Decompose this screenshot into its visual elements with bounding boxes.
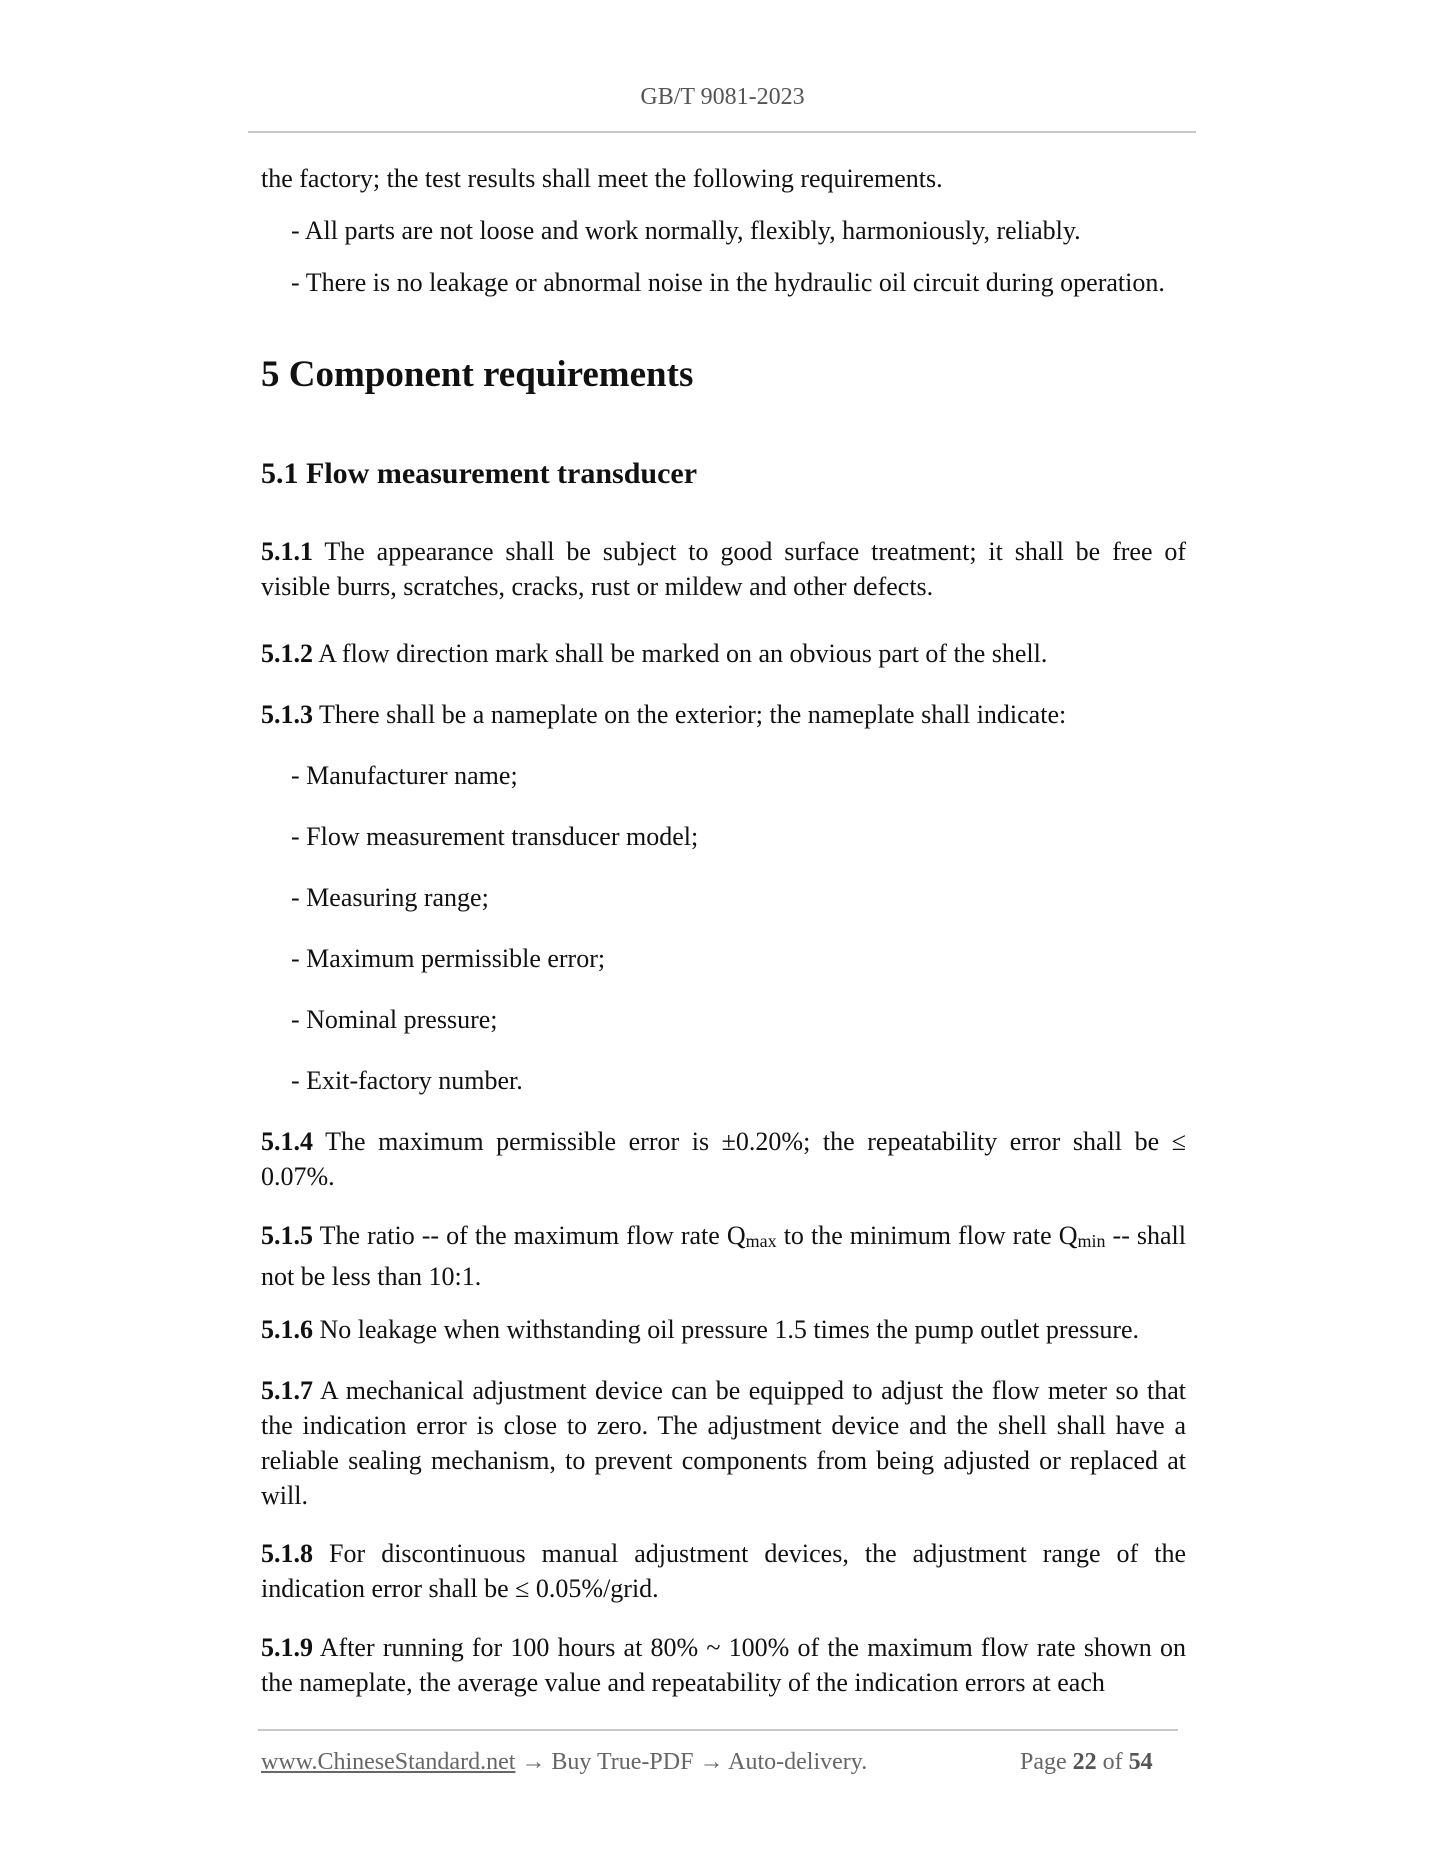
page-label: Page xyxy=(1020,1749,1067,1775)
page-body xyxy=(261,0,1186,1720)
arrow-icon: → xyxy=(699,1749,724,1775)
clause-number: 5.1.3 xyxy=(261,700,313,729)
clause-text: A flow direction mark shall be marked on an obvious part of the shell. xyxy=(318,639,1048,668)
clause-text-part: to the minimum flow rate Q xyxy=(776,1221,1078,1250)
clause-text: There shall be a nameplate on the exterior; the nameplate shall indicate: xyxy=(319,700,1067,729)
section-heading: 5 Component requirements xyxy=(261,354,694,395)
nameplate-item-4: - Maximum permissible error; xyxy=(291,944,606,973)
clause-text-part: -- shall not be less than 10:1. xyxy=(261,1221,1187,1291)
intro-bullet-1: - All parts are not loose and work normally, flexibly, harmoniously, reliably. xyxy=(291,216,1081,245)
clause-5-1-8 xyxy=(261,1536,1186,1606)
document-id-header: GB/T 9081-2023 xyxy=(640,84,805,110)
nameplate-item-3: - Measuring range; xyxy=(291,883,489,912)
page-indicator xyxy=(1020,1749,1153,1776)
clause-text: The appearance shall be subject to good surface treatment; it shall be free of visible burrs, scratches, cracks, rust or mildew and other defects. xyxy=(261,537,1186,601)
clause-number: 5.1.2 xyxy=(261,639,313,668)
auto-delivery-text: Auto-delivery. xyxy=(728,1749,868,1775)
total-pages: 54 xyxy=(1128,1749,1153,1775)
clause-5-1-7 xyxy=(261,1373,1186,1513)
footer-divider xyxy=(258,1729,1178,1731)
nameplate-item-1: - Manufacturer name; xyxy=(291,761,518,790)
footer-promo xyxy=(261,1749,867,1776)
q-max-subscript: max xyxy=(745,1231,777,1251)
clause-5-1-1 xyxy=(261,534,1186,604)
page-number: 22 xyxy=(1072,1749,1097,1775)
intro-bullet-2: - There is no leakage or abnormal noise in the hydraulic oil circuit during operation. xyxy=(291,268,1165,297)
arrow-icon: → xyxy=(521,1749,546,1775)
nameplate-item-2: - Flow measurement transducer model; xyxy=(291,822,699,851)
website-link[interactable]: www.ChineseStandard.net xyxy=(261,1749,516,1775)
clause-number: 5.1.1 xyxy=(261,537,313,566)
buy-pdf-text: Buy True-PDF xyxy=(551,1749,694,1775)
clause-text: After running for 100 hours at 80% ~ 100% of the maximum flow rate shown on the nameplate, the average value and repeatability of the indication errors at each xyxy=(261,1633,1186,1697)
clause-5-1-4 xyxy=(261,1124,1186,1194)
clause-text: A mechanical adjustment device can be equipped to adjust the flow meter so that the indication error is close to zero. The adjustment device and the shell shall have a reliable sealing mechanism, to prevent components from being adjusted or replaced at will. xyxy=(261,1376,1186,1510)
clause-text: For discontinuous manual adjustment devices, the adjustment range of the indication error shall be ≤ 0.05%/grid. xyxy=(261,1539,1187,1603)
clause-5-1-6 xyxy=(261,1312,1186,1347)
nameplate-item-6: - Exit-factory number. xyxy=(291,1066,523,1095)
subsection-heading: 5.1 Flow measurement transducer xyxy=(261,457,698,490)
clause-5-1-2 xyxy=(261,636,1186,671)
clause-text: No leakage when withstanding oil pressure 1.5 times the pump outlet pressure. xyxy=(319,1315,1140,1344)
clause-number: 5.1.4 xyxy=(261,1127,313,1156)
nameplate-item-5: - Nominal pressure; xyxy=(291,1005,498,1034)
clause-number: 5.1.7 xyxy=(261,1376,313,1405)
clause-5-1-9 xyxy=(261,1630,1186,1700)
clause-number: 5.1.6 xyxy=(261,1315,313,1344)
of-label: of xyxy=(1102,1749,1123,1775)
clause-5-1-5 xyxy=(261,1218,1186,1294)
clause-text: The maximum permissible error is ±0.20%; the repeatability error shall be ≤ 0.07%. xyxy=(261,1127,1186,1191)
clause-number: 5.1.9 xyxy=(261,1633,313,1662)
intro-line: the factory; the test results shall meet the following requirements. xyxy=(261,164,943,193)
clause-5-1-3 xyxy=(261,697,1186,732)
clause-text-part: The ratio -- of the maximum flow rate Q xyxy=(319,1221,746,1250)
clause-number: 5.1.5 xyxy=(261,1221,313,1250)
q-min-subscript: min xyxy=(1077,1231,1106,1251)
clause-number: 5.1.8 xyxy=(261,1539,313,1568)
